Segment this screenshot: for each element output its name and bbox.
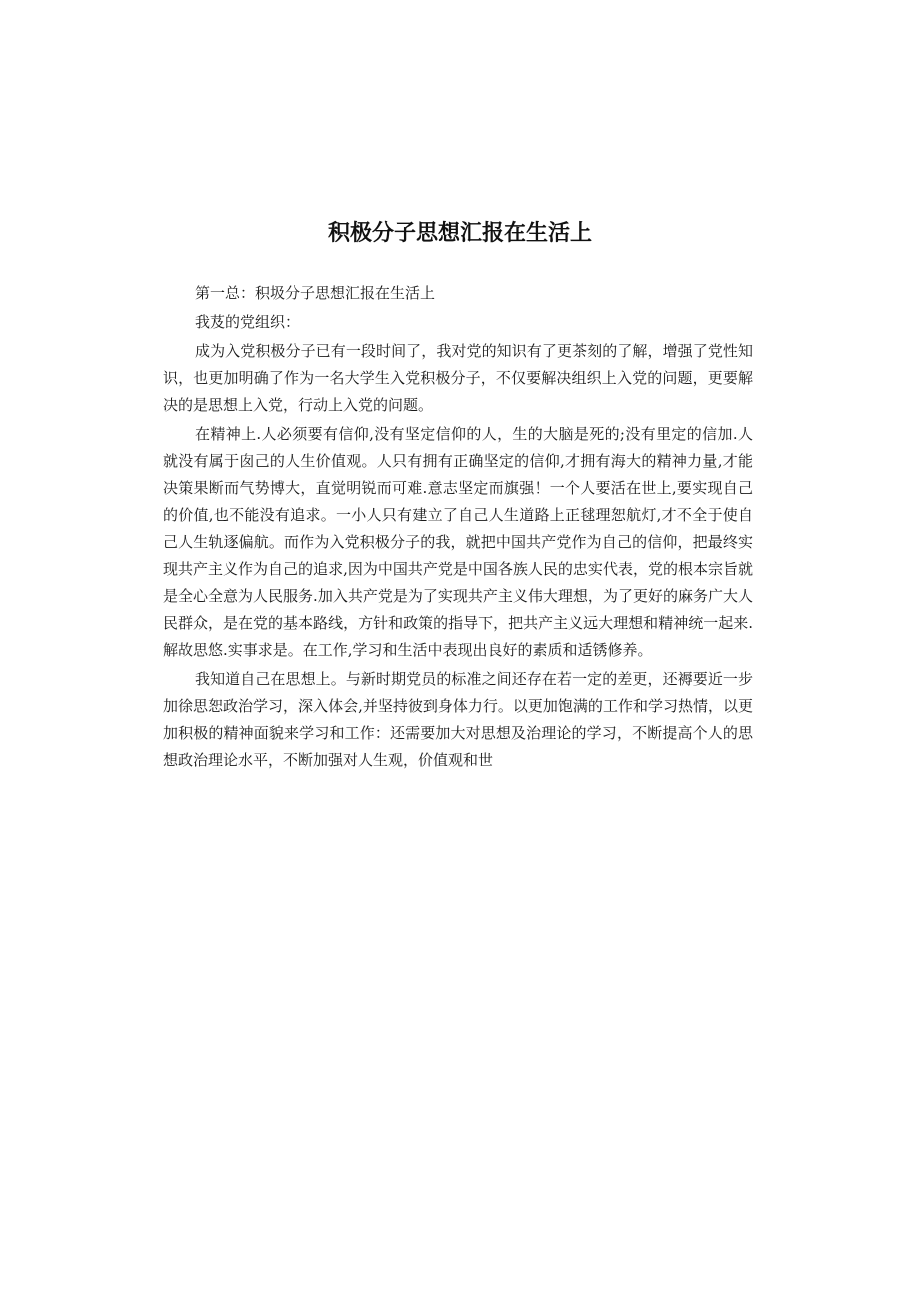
paragraph-heading: 第一总：积圾分子思想汇报在生活上: [195, 284, 436, 302]
paragraph-spirit: 在精神上.人必须要有信仰,没有坚定信仰的人，生的大脑是死的;没有里定的信加.人就没有属于囱己的人生价值观。人只有拥有正确坚定的信仰,才拥有海大的精神力量,才能决策果断而气势博大，直觉明锐而可难.意志坚定而旗强！一个人要活在世上,要实现自己的价值,也不能没有追求。一小人只有建立了自己人生道路上正毬理恕航灯,才不全于使自己人生轨逐偏航。而作为入党积极分子的我，就把中国共产党作为自己的信仰，把最终实现共产主义作为自己的追求,因为中国共产党是中国各族人民的忠实代表，党的根本宗旨就是全心全意为人民服务.加入共产党是为了实现共产主义伟大理想，为了更好的麻务广大人民群众，是在党的基本路线，方针和政策的指导下，把共产主义远大理想和精神统一起来.解故思悠.实事求是。在工作,学习和生活中表现出良好的素质和适锈修养。: [163, 425, 753, 659]
paragraph-thought: 我知道自己在思想上。与新时期党员的标准之间还存在若一定的差更，还褥要近一步加徐思恕政治学习，深入体会,并坚持彼到身体力行。以更加饱满的工作和学习热情，以更加积极的精神面貌来学习和工作：还需要加大对思想及治理论的学习，不断提高个人的思想政治理论水平，不断加强对人生观，价值观和世: [163, 670, 753, 769]
paragraph-intro: 成为入党积极分子已有一段时间了，我对党的知识有了更茶刻的了解，增强了党性知识，也更加明确了作为一名大学生入党积极分子，不仅要解决组织上入党的问题，更要解决的是思想上入党，行动上入党的问题。: [163, 342, 753, 414]
paragraph-salutation: 我芨的党组织：: [195, 313, 301, 331]
document-title: 积极分子思想汇报在生活上: [327, 221, 592, 246]
document-body: [163, 280, 753, 776]
